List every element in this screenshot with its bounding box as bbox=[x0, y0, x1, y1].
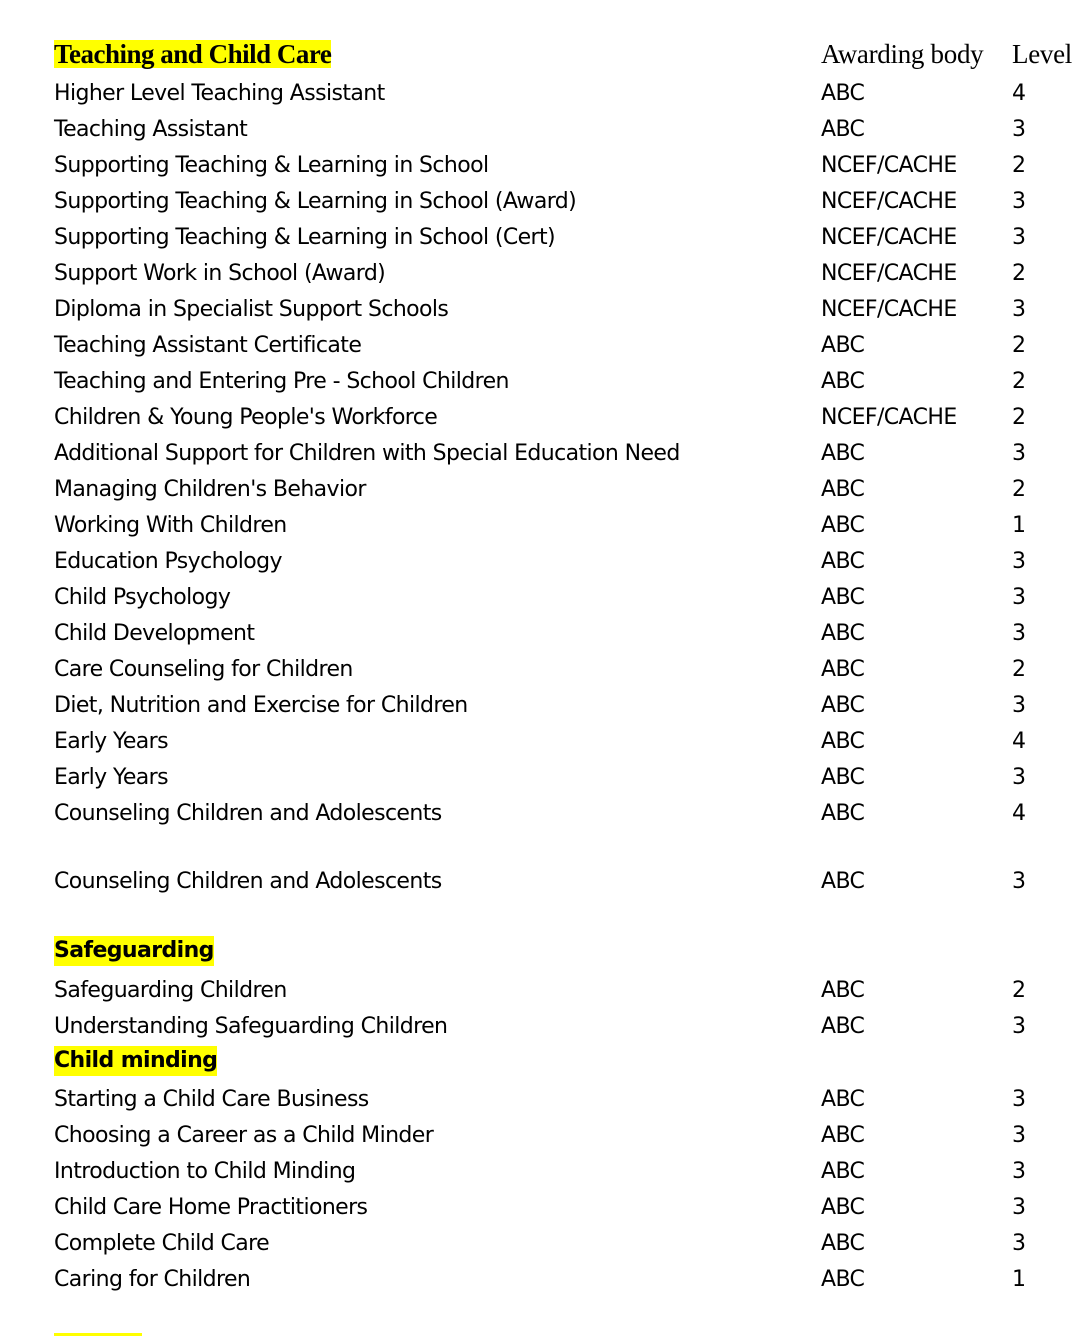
awarding-body: ABC bbox=[821, 657, 865, 682]
level: 3 bbox=[1012, 549, 1026, 574]
awarding-body: ABC bbox=[821, 1231, 865, 1256]
table-row bbox=[0, 152, 1091, 188]
qualification-name: Teaching and Entering Pre - School Children bbox=[54, 369, 509, 394]
awarding-body: ABC bbox=[821, 117, 865, 142]
awarding-body: ABC bbox=[821, 369, 865, 394]
qualification-name: Child Psychology bbox=[54, 585, 231, 610]
awarding-body: NCEF/CACHE bbox=[821, 261, 957, 286]
level: 3 bbox=[1012, 765, 1026, 790]
qualification-name: Diploma in Specialist Support Schools bbox=[54, 297, 449, 322]
table-row bbox=[0, 656, 1091, 692]
qualification-name: Working With Children bbox=[54, 513, 287, 538]
column-header-awarding-body: Awarding body bbox=[821, 39, 984, 69]
level: 3 bbox=[1012, 1231, 1026, 1256]
table-row bbox=[0, 440, 1091, 476]
section-header-row bbox=[0, 936, 1091, 972]
qualification-name: Support Work in School (Award) bbox=[54, 261, 386, 286]
table-row bbox=[0, 620, 1091, 656]
table-row bbox=[0, 80, 1091, 116]
level: 2 bbox=[1012, 657, 1026, 682]
awarding-body: ABC bbox=[821, 549, 865, 574]
qualification-name: Starting a Child Care Business bbox=[54, 1087, 369, 1112]
level: 3 bbox=[1012, 585, 1026, 610]
qualification-name: Additional Support for Children with Special Education Need bbox=[54, 441, 680, 466]
awarding-body: ABC bbox=[821, 729, 865, 754]
table-row bbox=[0, 512, 1091, 548]
level: 4 bbox=[1012, 729, 1026, 754]
level: 2 bbox=[1012, 261, 1026, 286]
qualification-name: Safeguarding Children bbox=[54, 978, 287, 1003]
table-row bbox=[0, 368, 1091, 404]
level: 3 bbox=[1012, 441, 1026, 466]
qualification-name: Supporting Teaching & Learning in School (Cert) bbox=[54, 225, 556, 250]
qualification-name: Child Development bbox=[54, 621, 255, 646]
qualification-name: Caring for Children bbox=[54, 1267, 251, 1292]
qualification-name: Early Years bbox=[54, 729, 168, 754]
qualification-name: Teaching Assistant bbox=[54, 117, 248, 142]
table-row bbox=[0, 476, 1091, 512]
table-row bbox=[0, 868, 1091, 904]
awarding-body: ABC bbox=[821, 801, 865, 826]
level: 2 bbox=[1012, 978, 1026, 1003]
table-row bbox=[0, 404, 1091, 440]
awarding-body: ABC bbox=[821, 1267, 865, 1292]
awarding-body: ABC bbox=[821, 333, 865, 358]
level: 3 bbox=[1012, 1195, 1026, 1220]
awarding-body: ABC bbox=[821, 765, 865, 790]
qualification-name: Counseling Children and Adolescents bbox=[54, 801, 442, 826]
awarding-body: NCEF/CACHE bbox=[821, 153, 957, 178]
column-header-level: Level bbox=[1012, 39, 1072, 69]
level: 3 bbox=[1012, 1123, 1026, 1148]
awarding-body: ABC bbox=[821, 621, 865, 646]
table-row bbox=[0, 977, 1091, 1013]
awarding-body: ABC bbox=[821, 477, 865, 502]
awarding-body: NCEF/CACHE bbox=[821, 225, 957, 250]
level: 3 bbox=[1012, 189, 1026, 214]
qualification-name: Complete Child Care bbox=[54, 1231, 270, 1256]
table-row bbox=[0, 584, 1091, 620]
qualification-name: Managing Children's Behavior bbox=[54, 477, 366, 502]
qualification-name: Teaching Assistant Certificate bbox=[54, 333, 362, 358]
awarding-body: ABC bbox=[821, 513, 865, 538]
table-row bbox=[0, 1194, 1091, 1230]
table-row bbox=[0, 728, 1091, 764]
awarding-body: ABC bbox=[821, 1195, 865, 1220]
awarding-body: ABC bbox=[821, 1159, 865, 1184]
table-row bbox=[0, 224, 1091, 260]
level: 3 bbox=[1012, 297, 1026, 322]
level: 2 bbox=[1012, 333, 1026, 358]
table-row bbox=[0, 260, 1091, 296]
level: 2 bbox=[1012, 153, 1026, 178]
level: 1 bbox=[1012, 1267, 1026, 1292]
qualification-name: Higher Level Teaching Assistant bbox=[54, 81, 385, 106]
qualification-name: Supporting Teaching & Learning in School bbox=[54, 153, 489, 178]
awarding-body: ABC bbox=[821, 693, 865, 718]
qualification-name: Child Care Home Practitioners bbox=[54, 1195, 368, 1220]
awarding-body: ABC bbox=[821, 441, 865, 466]
section-heading-safeguarding: Safeguarding bbox=[54, 936, 214, 966]
qualification-name: Supporting Teaching & Learning in School (Award) bbox=[54, 189, 577, 214]
table-row bbox=[0, 296, 1091, 332]
qualification-name: Care Counseling for Children bbox=[54, 657, 353, 682]
table-row bbox=[0, 548, 1091, 584]
table-row bbox=[0, 1266, 1091, 1302]
table-row bbox=[0, 1013, 1091, 1049]
level: 4 bbox=[1012, 81, 1026, 106]
table-row bbox=[0, 332, 1091, 368]
awarding-body: ABC bbox=[821, 1014, 865, 1039]
table-row bbox=[0, 1086, 1091, 1122]
qualification-name: Understanding Safeguarding Children bbox=[54, 1014, 448, 1039]
level: 2 bbox=[1012, 405, 1026, 430]
awarding-body: ABC bbox=[821, 1123, 865, 1148]
table-row bbox=[0, 692, 1091, 728]
section-heading-teaching: Teaching and Child Care bbox=[54, 39, 332, 69]
awarding-body: ABC bbox=[821, 1087, 865, 1112]
table-row bbox=[0, 1122, 1091, 1158]
level: 1 bbox=[1012, 513, 1026, 538]
level: 2 bbox=[1012, 369, 1026, 394]
level: 3 bbox=[1012, 1014, 1026, 1039]
table-row bbox=[0, 1158, 1091, 1194]
awarding-body: ABC bbox=[821, 81, 865, 106]
awarding-body: NCEF/CACHE bbox=[821, 405, 957, 430]
level: 2 bbox=[1012, 477, 1026, 502]
qualification-name: Education Psychology bbox=[54, 549, 282, 574]
table-row bbox=[0, 188, 1091, 224]
table-row bbox=[0, 800, 1091, 836]
awarding-body: ABC bbox=[821, 585, 865, 610]
awarding-body: ABC bbox=[821, 869, 865, 894]
section-heading-child-minding: Child minding bbox=[54, 1046, 217, 1076]
level: 3 bbox=[1012, 1159, 1026, 1184]
table-row bbox=[0, 764, 1091, 800]
awarding-body: ABC bbox=[821, 978, 865, 1003]
level: 3 bbox=[1012, 693, 1026, 718]
qualification-name: Introduction to Child Minding bbox=[54, 1159, 356, 1184]
qualification-name: Choosing a Career as a Child Minder bbox=[54, 1123, 434, 1148]
level: 3 bbox=[1012, 621, 1026, 646]
level: 4 bbox=[1012, 801, 1026, 826]
awarding-body: NCEF/CACHE bbox=[821, 189, 957, 214]
qualification-name: Children & Young People's Workforce bbox=[54, 405, 438, 430]
table-header-row bbox=[0, 40, 1091, 76]
level: 3 bbox=[1012, 225, 1026, 250]
table-row bbox=[0, 1230, 1091, 1266]
level: 3 bbox=[1012, 869, 1026, 894]
qualification-name: Early Years bbox=[54, 765, 168, 790]
qualification-name: Diet, Nutrition and Exercise for Children bbox=[54, 693, 468, 718]
qualification-name: Counseling Children and Adolescents bbox=[54, 869, 442, 894]
level: 3 bbox=[1012, 1087, 1026, 1112]
section-header-row bbox=[0, 1046, 1091, 1082]
level: 3 bbox=[1012, 117, 1026, 142]
table-row bbox=[0, 116, 1091, 152]
awarding-body: NCEF/CACHE bbox=[821, 297, 957, 322]
